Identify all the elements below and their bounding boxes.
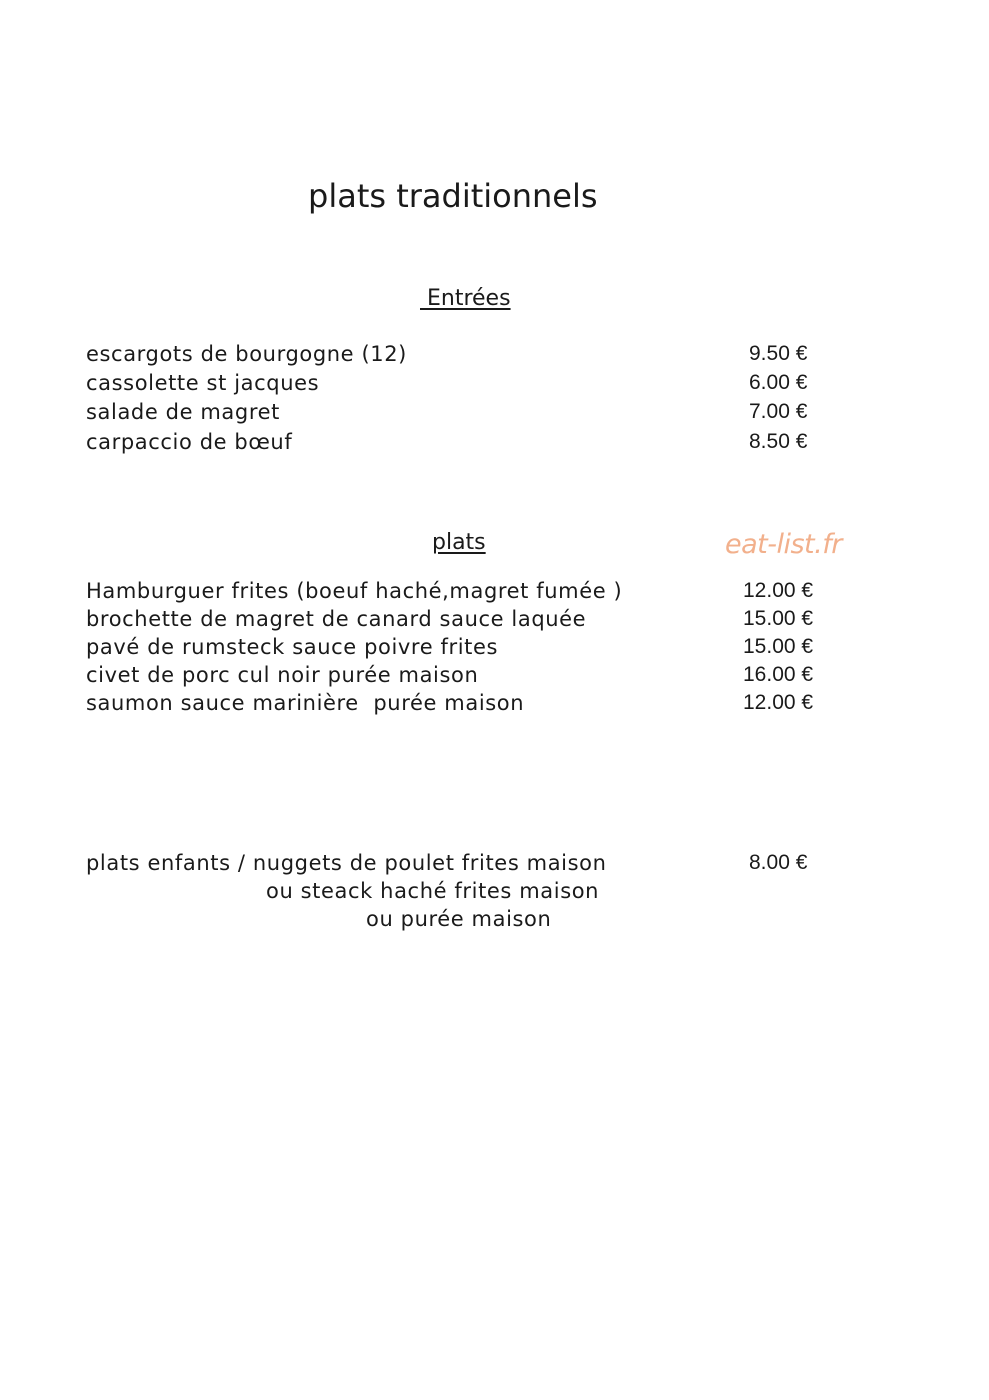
- kids-menu-line-3: ou purée maison: [366, 907, 552, 931]
- item-name: saumon sauce marinière purée maison: [86, 691, 525, 715]
- item-price: 8.50 €: [749, 430, 808, 453]
- menu-item-entree-0: [86, 340, 808, 368]
- item-name: carpaccio de bœuf: [86, 430, 293, 454]
- menu-item-plat-0: [86, 577, 814, 605]
- kids-menu-line-2: ou steack haché frites maison: [266, 879, 600, 903]
- item-name: civet de porc cul noir purée maison: [86, 663, 479, 687]
- item-name: salade de magret: [86, 400, 280, 424]
- menu-item-entree-1: [86, 369, 808, 397]
- menu-item-plat-3: [86, 661, 814, 689]
- menu-item-plat-4: [86, 689, 814, 717]
- item-price: 16.00 €: [743, 663, 814, 686]
- item-name: Hamburguer frites (boeuf haché,magret fumée ): [86, 579, 623, 603]
- section-heading-plats: plats: [432, 530, 486, 555]
- item-price: 15.00 €: [743, 635, 814, 658]
- kids-menu-price: 8.00 €: [749, 851, 808, 874]
- item-price: 12.00 €: [743, 579, 814, 602]
- menu-item-plat-2: [86, 633, 814, 661]
- menu-item-entree-3: [86, 428, 808, 456]
- item-name: pavé de rumsteck sauce poivre frites: [86, 635, 499, 659]
- menu-item-entree-2: [86, 398, 808, 426]
- page-title: plats traditionnels: [308, 177, 598, 215]
- section-heading-entrees: Entrées: [420, 286, 511, 311]
- item-price: 9.50 €: [749, 342, 808, 365]
- watermark-logo: eat-list.fr: [725, 529, 842, 560]
- item-price: 6.00 €: [749, 371, 808, 394]
- menu-item-plat-1: [86, 605, 814, 633]
- item-name: cassolette st jacques: [86, 371, 320, 395]
- item-name: escargots de bourgogne (12): [86, 342, 407, 366]
- item-price: 12.00 €: [743, 691, 814, 714]
- item-price: 7.00 €: [749, 400, 808, 423]
- kids-menu-line-1: plats enfants / nuggets de poulet frites maison: [86, 851, 607, 875]
- item-price: 15.00 €: [743, 607, 814, 630]
- item-name: brochette de magret de canard sauce laquée: [86, 607, 587, 631]
